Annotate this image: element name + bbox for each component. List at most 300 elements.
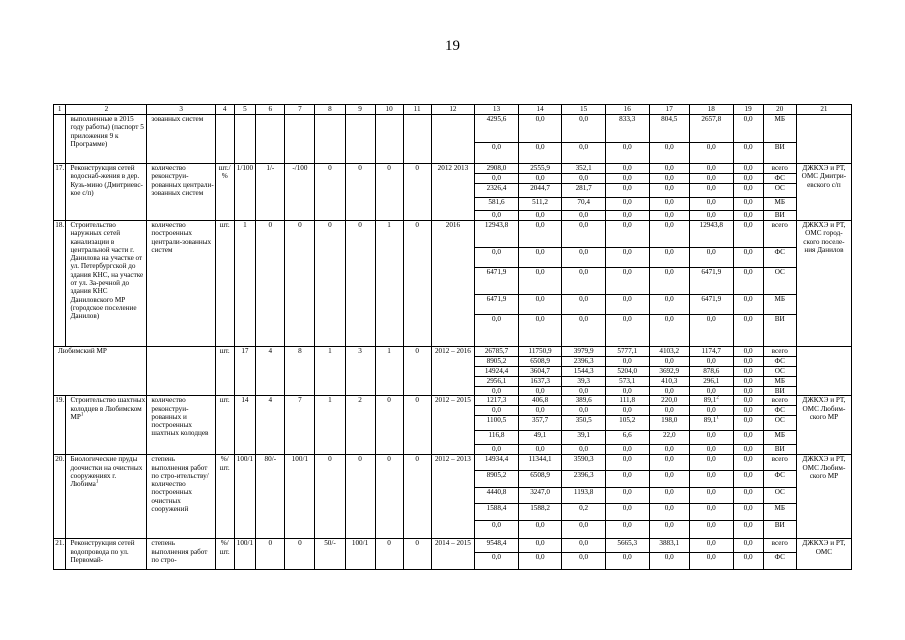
unit: шт. [215,347,234,396]
funding-source: МБ [763,295,796,315]
funding-source: МБ [763,504,796,521]
plan-value [403,115,431,164]
plan-value: 100/1 [234,539,256,570]
amount-value: 2396,3 [573,471,594,480]
amount [518,488,562,504]
amount [649,184,689,198]
funding-source: ФС [763,471,796,488]
amount-value: 6471,9 [701,295,722,303]
amount [518,315,562,347]
unit: шт./ % [215,164,234,221]
amount [733,198,763,211]
amount-value: 0,0 [622,268,632,276]
amount [649,221,689,248]
amount-value: 0,0 [664,445,674,454]
column-number: 7 [285,105,315,115]
amount [605,539,649,553]
amount [689,143,733,164]
amount [605,315,649,347]
amount-value: 0,0 [622,221,632,229]
amount-value: 26785,7 [484,347,509,355]
plan-value: 0 [256,539,285,570]
amount [562,221,606,248]
amount-value: 0,0 [579,143,589,151]
amount [689,445,733,455]
amount-value: 6508,9 [530,357,550,365]
amount [605,431,649,445]
amount [689,471,733,488]
amount-value: 0,0 [706,164,716,172]
amount-value: 0,0 [664,406,674,415]
amount [649,471,689,488]
amount [562,143,606,164]
funding-source: всего [763,221,796,248]
amount-value: 296,1 [703,377,720,385]
amount [562,553,606,570]
amount-value: 0,0 [535,268,545,276]
plan-value: 7 [285,396,315,455]
amount-value: 2956,1 [486,377,507,385]
plan-value: 50/- [315,539,345,570]
funding-source: ФС [763,174,796,184]
amount [518,455,562,471]
plan-value: 0 [403,164,431,221]
plan-value: 8 [285,347,315,396]
amount-value: 0,0 [492,445,501,454]
column-number: 2 [66,105,147,115]
indicator: степень выполнения работ по стро- [147,539,215,570]
amount [733,268,763,295]
amount [475,406,519,416]
amount [518,396,562,406]
amount [562,396,606,406]
amount-value: 0,0 [579,115,589,123]
funding-source: ВИ [763,211,796,221]
indicator: количество реконструи-рованных централи-зованных систем [147,164,215,221]
amount-value: 0,0 [579,211,589,219]
amount [475,268,519,295]
amount [733,248,763,268]
amount [689,416,733,431]
table-row [54,164,852,174]
amount-value: 0,0 [706,387,716,395]
responsible: ДЖКХЭ и РТ, ОМС Любим-ского МР [796,455,851,539]
amount-value: 2326,4 [486,184,507,192]
amount-value: 0,0 [664,174,674,182]
amount-value: 0,0 [579,521,589,530]
amount [518,539,562,553]
amount-value: 39,3 [577,377,590,385]
amount-value: 0,0 [622,315,632,323]
plan-value: 0 [345,455,375,539]
amount [518,445,562,455]
amount-value: 0,0 [706,315,716,323]
period: 2012 – 2016 [431,347,475,396]
amount-value: 0,0 [706,488,716,497]
amount-value: 0,0 [622,406,632,415]
funding-source: МБ [763,431,796,445]
amount [605,143,649,164]
amount-value: 833,3 [619,115,636,123]
plan-value: 0 [285,539,315,570]
amount-value: 0,0 [579,268,589,276]
amount-value: 8905,2 [486,471,507,480]
amount [518,221,562,248]
amount-value: 0,0 [579,221,589,229]
amount-value: 6,6 [622,431,632,440]
item-number: 17. [54,164,66,221]
column-number: 11 [403,105,431,115]
amount-value: 0,0 [579,553,589,562]
amount-value: 0,0 [664,143,674,151]
amount-value: 4295,6 [486,115,507,123]
amount-value: 581,6 [488,198,505,206]
table-body [54,105,852,570]
amount [689,521,733,539]
amount [518,553,562,570]
amount [649,268,689,295]
amount-value: 878,6 [703,367,720,375]
item-name-text: Строительство наружных сетей канализации в центральной части г. Данилова на участке от ул. Петербургской до здания КНС, на участке от ул. За-речной до здания КНС Даниловского МР (городское поселение Данилов) [70,221,144,321]
amount [605,174,649,184]
amount-value: 0,0 [579,406,589,415]
amount [689,488,733,504]
amount-value: 0,0 [579,174,589,182]
indicator: степень выполнения работ по стро-ительству/ количество построенных очистных сооружений [147,455,215,539]
amount-value: 0,0 [664,268,674,276]
amount-value: 0,0 [535,406,545,415]
amount-value: 0,0 [743,471,753,480]
amount [649,377,689,387]
responsible: ДЖКХЭ и РТ, ОМС [796,539,851,570]
amount [475,521,519,539]
amount [689,406,733,416]
amount [475,367,519,377]
amount [475,471,519,488]
plan-value: 14 [234,396,256,455]
amount-value: 6471,9 [486,295,507,303]
amount [562,488,606,504]
amount [605,357,649,367]
column-number: 10 [375,105,403,115]
amount [649,198,689,211]
amount [518,347,562,357]
amount [562,115,606,143]
amount-value: 573,1 [619,377,636,385]
amount [689,248,733,268]
funding-source: всего [763,347,796,357]
amount-value: 22,0 [662,431,676,440]
column-number: 4 [215,105,234,115]
column-number: 8 [315,105,345,115]
plan-value [345,115,375,164]
amount-value: 1588,4 [486,504,507,513]
amount-value: 0,0 [622,164,632,172]
amount-value: 0,0 [535,315,545,323]
amount-value: 1193,8 [573,488,594,497]
amount-value: 0,0 [706,539,716,548]
amount [649,174,689,184]
amount [649,315,689,347]
amount [518,471,562,488]
amount [689,396,733,406]
amount [649,248,689,268]
amount [733,315,763,347]
amount-value: 89,1 [703,416,717,425]
amount [605,396,649,406]
amount [475,347,519,357]
item-name-text: Реконструкция сетей водопровода по ул. Первомай- [70,539,135,564]
amount [733,416,763,431]
amount-value: 0,0 [743,377,753,385]
plan-value: 0 [403,539,431,570]
plan-value: 100/1 [285,455,315,539]
amount-value: 0,0 [664,521,674,530]
amount-value: 39,1 [577,431,590,440]
amount [518,406,562,416]
amount-value: 5665,3 [617,539,638,548]
amount-value: 0,0 [706,211,716,219]
responsible [796,347,851,396]
plan-value: 1/- [256,164,285,221]
amount-value: 0,0 [622,211,632,219]
indicator: зованных систем [147,115,215,164]
amount [562,268,606,295]
column-number: 6 [256,105,285,115]
responsible: ДЖКХЭ и РТ, ОМС Любим-ского МР [796,396,851,455]
amount [649,367,689,377]
amount-value: 0,0 [535,387,545,395]
plan-value: 0 [403,347,431,396]
amount [689,174,733,184]
amount-value: 0,0 [706,406,716,415]
amount-value: 0,0 [664,455,674,464]
amount-value: 0,0 [664,357,674,365]
amount-value: 389,6 [575,396,592,405]
amount-value: 2555,9 [530,164,550,172]
funding-source: всего [763,539,796,553]
amount-value: 0,0 [622,357,632,365]
period: 2012 2013 [431,164,475,221]
column-number: 18 [689,105,733,115]
amount [733,406,763,416]
amount-value: 0,0 [706,248,716,256]
amount [605,406,649,416]
item-number: 18. [54,221,66,347]
amount-value: 0,0 [664,553,674,562]
indicator [147,347,215,396]
amount-value: 0,0 [743,164,753,172]
period: 2016 [431,221,475,347]
amount [562,211,606,221]
amount-value: 3692,9 [659,367,680,375]
amount-value: 0,0 [535,295,545,303]
responsible: ДЖКХЭ и РТ, ОМС город-ского поселе-ния Данилов [796,221,851,347]
amount [518,431,562,445]
plan-value: 0 [403,455,431,539]
amount [689,387,733,396]
amount-value: 12943,8 [699,221,723,229]
amount-value: 14924,4 [484,367,509,375]
plan-value: 1 [375,221,403,347]
amount-value: 0,0 [535,553,545,562]
amount-value: 1588,2 [530,504,550,513]
responsible [796,115,851,164]
table-row [54,396,852,406]
amount [689,539,733,553]
funding-source: МБ [763,198,796,211]
amount [689,357,733,367]
amount [518,357,562,367]
amount-value: 0,0 [664,211,674,219]
amount [475,377,519,387]
plan-value: 80/- [256,455,285,539]
amount [562,504,606,521]
amount [518,387,562,396]
funding-source: ВИ [763,521,796,539]
amount-value: 0,0 [492,553,501,562]
plan-value [315,115,345,164]
amount-value: 0,0 [743,295,753,303]
amount [733,553,763,570]
amount-value: 804,5 [661,115,678,123]
indicator: количество построенных централи-зованных систем [147,221,215,347]
amount-value: 0,0 [535,211,545,219]
plan-value: 1 [234,221,256,347]
plan-value: 100/1 [234,455,256,539]
amount [475,416,519,431]
amount [649,295,689,315]
amount [562,406,606,416]
amount [475,488,519,504]
amount [605,198,649,211]
amount-value: 0,0 [743,315,753,323]
amount-value: 2908,0 [486,164,507,172]
amount-value: 0,0 [664,248,674,256]
amount-value: 0,0 [535,143,545,151]
amount [475,445,519,455]
amount [475,115,519,143]
indicator: количество реконструи-рованных и построенных шахтных колодцев [147,396,215,455]
plan-value: -/100 [285,164,315,221]
amount [733,357,763,367]
amount-value: 511,2 [532,198,549,206]
amount [518,115,562,143]
plan-value [375,115,403,164]
amount-value: 111,8 [619,396,636,405]
amount-value: 0,0 [743,221,753,229]
plan-value: 0 [403,396,431,455]
amount [733,488,763,504]
district-name: Любимский МР [54,347,147,396]
amount-value: 1217,3 [486,396,507,405]
table-row [54,115,852,143]
amount [562,295,606,315]
amount-value: 0,0 [743,455,753,464]
plan-value: 1/100 [234,164,256,221]
amount [605,553,649,570]
amount-value: 0,0 [743,211,753,219]
amount [562,248,606,268]
amount-value: 0,0 [535,174,545,182]
amount-value: 0,0 [743,268,753,276]
amount [649,164,689,174]
amount-value: 0,0 [579,295,589,303]
plan-value: 0 [315,221,345,347]
amount [605,248,649,268]
amount [518,377,562,387]
amount [518,211,562,221]
amount [649,396,689,406]
unit: %/ шт. [215,539,234,570]
amount-value: 89,1 [703,396,717,405]
amount [562,521,606,539]
amount [689,221,733,248]
amount-value: 0,0 [492,521,501,530]
amount-value: 0,0 [664,295,674,303]
amount [733,174,763,184]
amount [605,164,649,174]
amount [649,553,689,570]
amount-value: 0,0 [743,198,753,206]
amount-value: 0,0 [743,367,753,375]
table-row [54,455,852,471]
amount-value: 0,0 [664,198,674,206]
amount-value: 0,0 [622,198,632,206]
amount [518,198,562,211]
amount-value: 6471,9 [701,268,722,276]
plan-value: 2 [345,396,375,455]
amount-value: 0,0 [743,553,753,562]
plan-value: 1 [315,347,345,396]
plan-value: 1 [315,396,345,455]
funding-source: ОС [763,268,796,295]
amount [475,431,519,445]
funding-source: ОС [763,184,796,198]
amount [475,539,519,553]
amount-value: 0,0 [743,416,753,425]
unit: шт. [215,396,234,455]
table-row [54,347,852,357]
amount [605,221,649,248]
funding-source: ОС [763,488,796,504]
amount [733,377,763,387]
amount-value: 0,0 [579,387,589,395]
amount [689,553,733,570]
amount-value: 0,0 [743,396,753,405]
amount [518,143,562,164]
plan-value [215,115,234,164]
funding-source: ОС [763,367,796,377]
amount-value: 0,0 [622,248,632,256]
funding-source: ФС [763,248,796,268]
amount-value: 1100,5 [486,416,507,425]
amount-value: 0,0 [706,553,716,562]
amount [733,115,763,143]
funding-source: ФС [763,406,796,416]
amount [475,198,519,211]
funding-source: всего [763,396,796,406]
amount-value: 2044,7 [530,184,550,192]
amount-value: 14934,4 [484,455,509,464]
amount [475,248,519,268]
funding-source: ВИ [763,315,796,347]
amount [689,431,733,445]
item-name [66,164,147,221]
amount-value: 4103,2 [659,347,680,355]
amount-value: 0,0 [664,488,674,497]
amount [733,396,763,406]
